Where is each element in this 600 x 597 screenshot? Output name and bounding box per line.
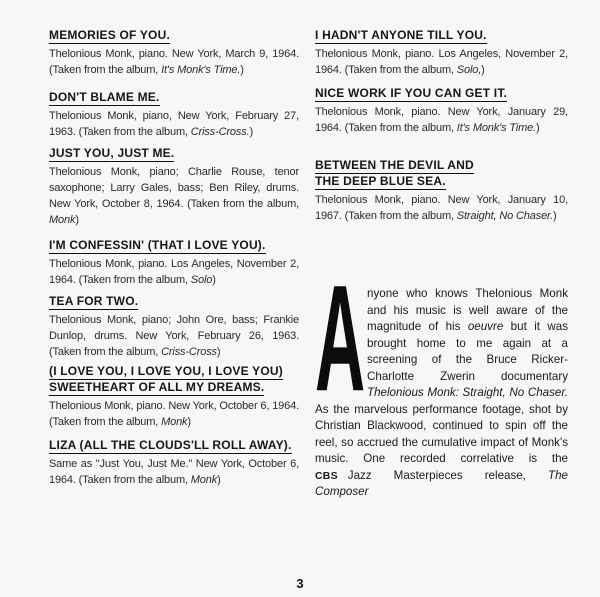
track-title: JUST YOU, JUST ME. (49, 146, 175, 160)
track-title: MEMORIES OF YOU. (49, 28, 170, 42)
album-name: Monk (190, 474, 218, 486)
track-title-line-1: (I LOVE YOU, I LOVE YOU, I LOVE YOU) (49, 364, 283, 378)
track-title: NICE WORK IF YOU CAN GET IT. (315, 86, 508, 100)
track-title: I HADN'T ANYONE TILL YOU. (315, 28, 487, 42)
track-title-line-2: SWEETHEART OF ALL MY DREAMS. (49, 380, 265, 394)
track-title: I'M CONFESSIN' (THAT I LOVE YOU). (49, 238, 266, 252)
album-name: Solo, (456, 64, 482, 76)
track-title-line-2: THE DEEP BLUE SEA. (315, 174, 446, 188)
track-entry (49, 436, 299, 488)
track-credits: Thelonious Monk, piano. New York, January 10, 1967. (Taken from the album, Straight, No Chaser.) (315, 194, 568, 222)
left-track-column (49, 26, 299, 488)
track-credits: Thelonious Monk, piano. Los Angeles, November 2, 1964. (Taken from the album, Solo,) (315, 48, 568, 76)
track-entry (49, 144, 299, 236)
track-title-line-1: BETWEEN THE DEVIL AND (315, 158, 474, 172)
track-entry (315, 26, 568, 84)
track-credits: Thelonious Monk, piano; John Ore, bass; Frankie Dunlop, drums. New York, February 26, 1963. (Taken from the album, Criss-Cross) (49, 314, 299, 358)
track-entry (315, 84, 568, 158)
right-track-column (315, 26, 568, 224)
track-credits: Thelonious Monk, piano. New York, January 29, 1964. (Taken from the album, It's Monk's Time.) (315, 106, 568, 134)
album-title: The Composer (315, 468, 568, 498)
track-credits: Same as "Just You, Just Me." New York, October 6, 1964. (Taken from the album, Monk) (49, 458, 299, 486)
album-name: Criss-Cross. (190, 126, 250, 138)
track-title: DON'T BLAME ME. (49, 90, 160, 104)
album-name: Solo (190, 274, 213, 286)
drop-cap: A (315, 253, 366, 423)
album-name: It's Monk's Time. (456, 122, 536, 134)
track-entry (49, 26, 299, 88)
track-entry (49, 292, 299, 364)
track-title: TEA FOR TWO. (49, 294, 139, 308)
cbs-logo-text: CBS (315, 469, 338, 482)
track-credits: Thelonious Monk, piano. New York, October 6, 1964. (Taken from the album, Monk) (49, 400, 299, 428)
track-entry (49, 88, 299, 144)
track-title: LIZA (ALL THE CLOUDS'LL ROLL AWAY). (49, 438, 292, 452)
track-entry (49, 364, 299, 436)
essay-text: Anyone who knows Thelonious Monk and his music is well aware of the magnitude of his oeuvre but it was brought home to me again at a screening of the Bruce Ricker-Charlotte Zwerin documentary Thelonious Monk: Straight, No Chaser. As the marvelous performance footage, shot by Christian Blackwood, continued to spin off the reel, so accrued the cumulative impact of Monk's music. One recorded correlative is the CBS Jazz Masterpieces release, The Composer (315, 253, 568, 498)
album-name: It's Monk's Time. (161, 64, 241, 76)
album-name: Monk (49, 214, 76, 226)
page-number: 3 (296, 576, 304, 591)
track-credits: Thelonious Monk, piano. Los Angeles, November 2, 1964. (Taken from the album, Solo) (49, 258, 299, 286)
italic-term: oeuvre (467, 320, 504, 333)
album-name: Monk (161, 416, 188, 428)
album-name: Straight, No Chaser. (456, 210, 554, 222)
film-title: Thelonious Monk: Straight, No Chaser. (367, 386, 568, 399)
track-entry (49, 236, 299, 292)
track-credits: Thelonious Monk, piano, New York, February 27, 1963. (Taken from the album, Criss-Cross.) (49, 110, 299, 138)
track-credits: Thelonious Monk, piano; Charlie Rouse, tenor saxophone; Larry Gales, bass; Ben Riley, drums. New York, October 8, 1964. (Taken from the album, Monk) (49, 166, 299, 226)
track-entry (315, 158, 568, 224)
track-credits: Thelonious Monk, piano. New York, March 9, 1964. (Taken from the album, It's Monk's Time.) (49, 48, 299, 76)
album-name: Criss-Cross (161, 346, 217, 358)
